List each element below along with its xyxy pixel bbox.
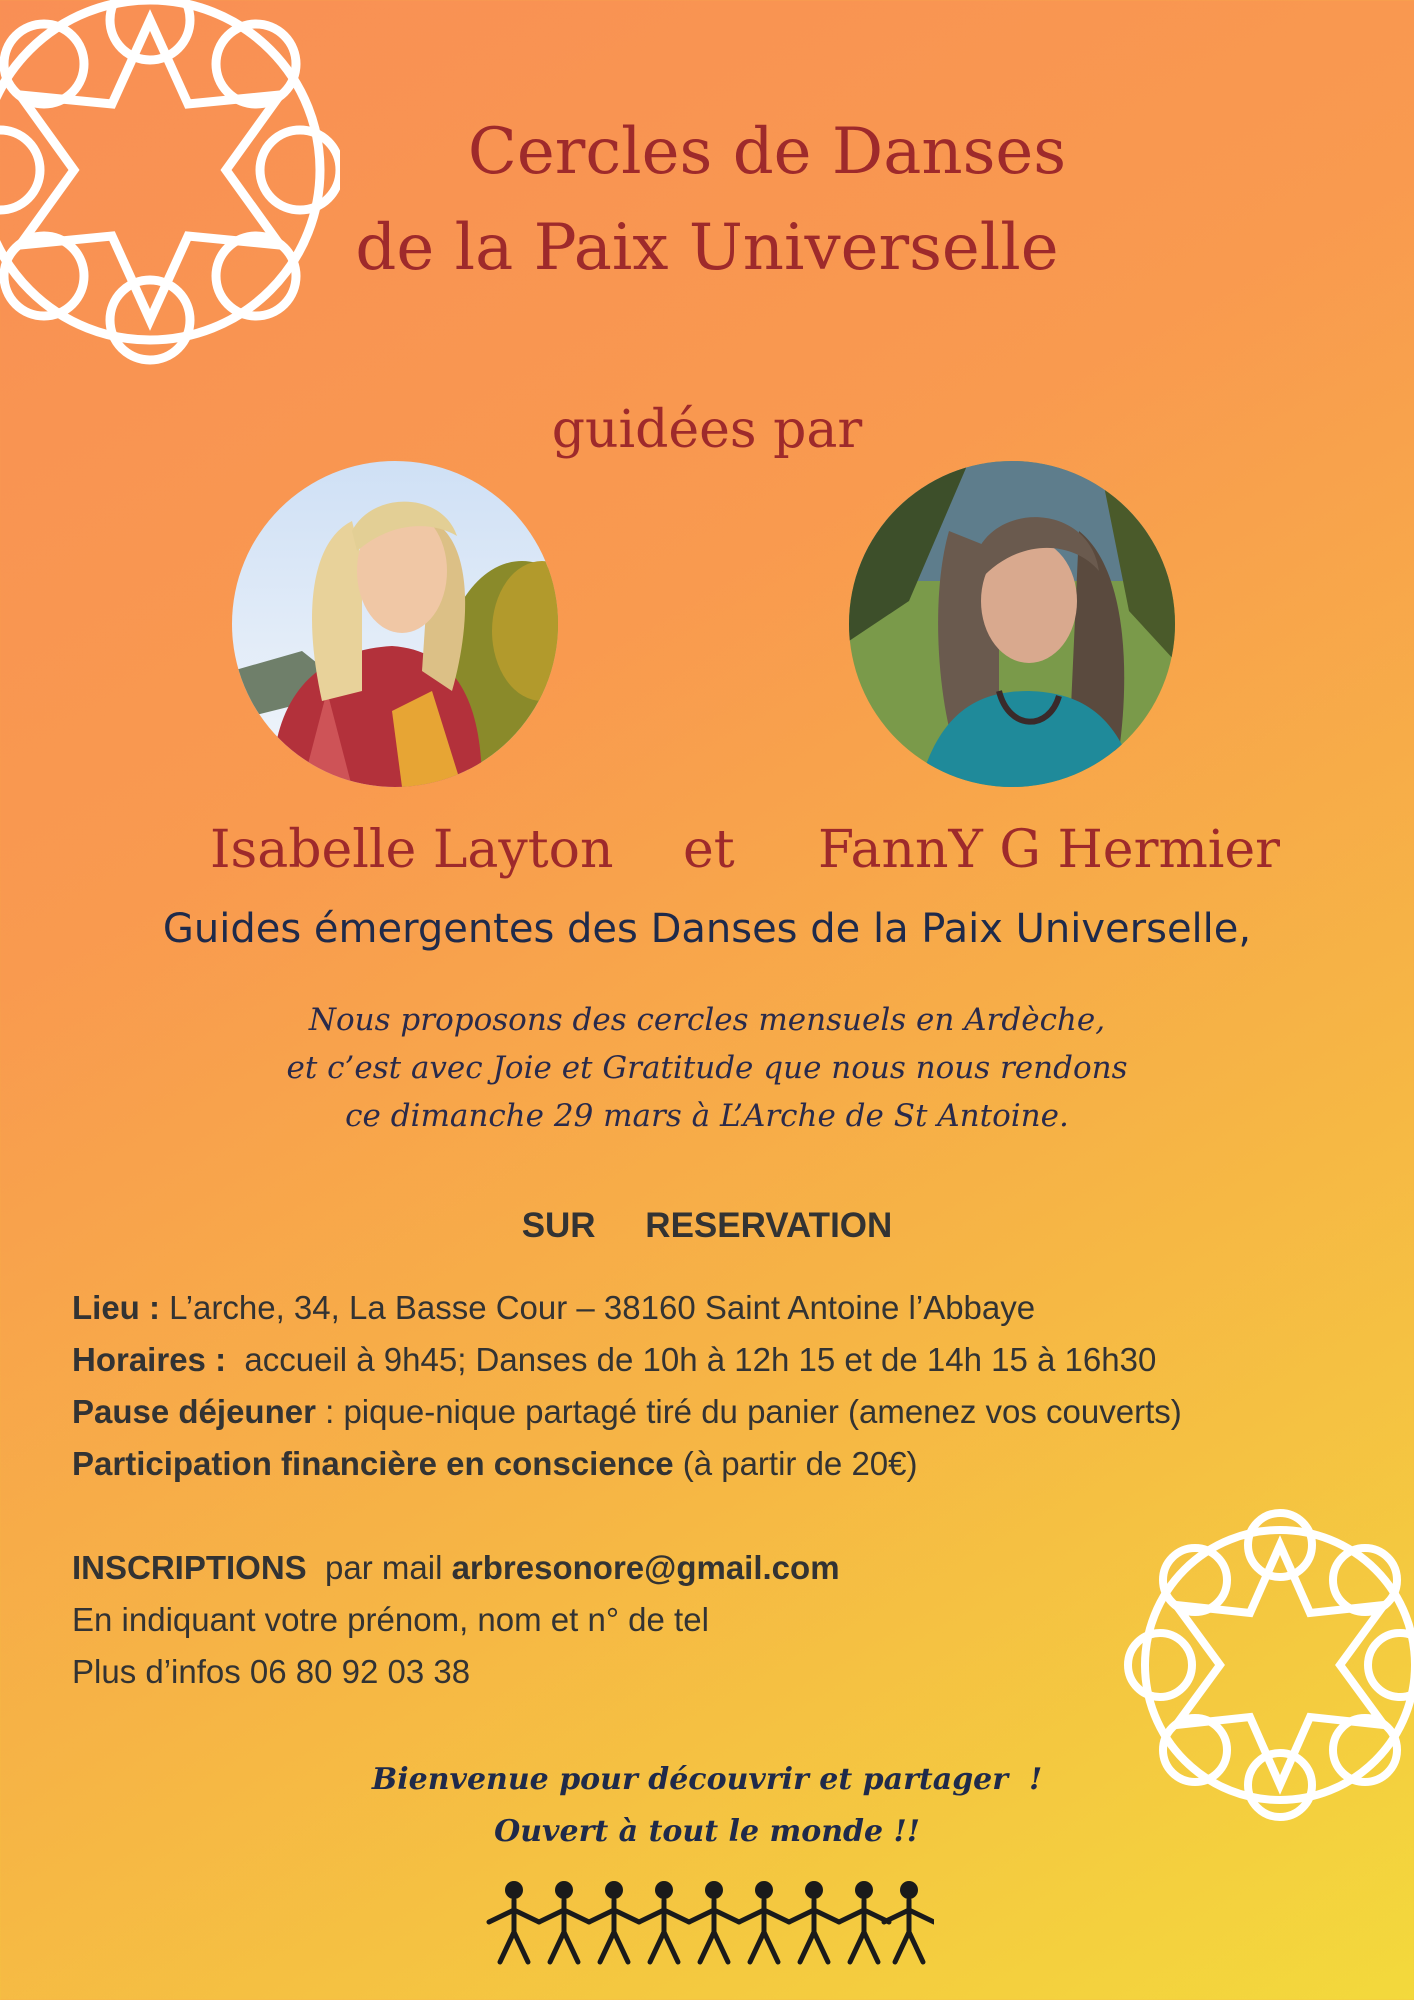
welcome-line-1: Bienvenue pour découvrir et partager ! — [371, 1762, 1043, 1797]
intro-paragraph — [0, 996, 1414, 1140]
guide-name-1: Isabelle Layton — [210, 820, 614, 880]
inscriptions-instructions: En indiquant votre prénom, nom et n° de tel — [72, 1601, 709, 1638]
portrait-fanny — [849, 461, 1175, 787]
pause-value: : pique-nique partagé tiré du panier (amenez vos couverts) — [315, 1393, 1182, 1430]
inscriptions-block — [72, 1542, 840, 1698]
intro-line: et c’est avec Joie et Gratitude que nous nous rendons — [286, 1050, 1128, 1086]
reservation-notice: SUR RESERVATION — [521, 1206, 893, 1245]
by-mail: par mail — [306, 1549, 452, 1586]
phone-info: Plus d’infos 06 80 92 03 38 — [72, 1653, 471, 1690]
info-horaires — [72, 1334, 1182, 1386]
inscriptions-label: INSCRIPTIONS — [72, 1549, 307, 1586]
title-line-1: Cercles de Danses — [467, 115, 1067, 189]
portrait-isabelle — [232, 461, 558, 787]
guides-subtitle: Guides émergentes des Danses de la Paix Universelle, — [162, 906, 1252, 952]
horaires-label: Horaires : — [72, 1341, 227, 1378]
guide-name-2: FannY G Hermier — [818, 820, 1281, 880]
intro-line: Nous proposons des cercles mensuels en Ardèche, — [308, 1002, 1106, 1038]
conjunction: et — [683, 820, 735, 880]
pause-label: Pause déjeuner — [72, 1393, 316, 1430]
participation-label: Participation financière en conscience — [72, 1445, 674, 1482]
email-link[interactable]: arbresonore@gmail.com — [451, 1549, 840, 1586]
info-participation — [72, 1438, 1182, 1490]
inscriptions-line — [72, 1542, 840, 1594]
lieu-value: L’arche, 34, La Basse Cour – 38160 Saint Antoine l’Abbaye — [160, 1289, 1036, 1326]
event-info — [72, 1282, 1182, 1490]
lieu-label: Lieu : — [72, 1289, 160, 1326]
dancers-icon — [484, 1872, 934, 1972]
welcome-message — [0, 1754, 1414, 1858]
participation-value: (à partir de 20€) — [673, 1445, 918, 1482]
welcome-line-2: Ouvert à tout le monde !! — [494, 1814, 920, 1849]
title-line-2: de la Paix Universelle — [355, 211, 1059, 285]
info-lieu — [72, 1282, 1182, 1334]
intro-line: ce dimanche 29 mars à L’Arche de St Antoine. — [345, 1098, 1069, 1134]
horaires-value: accueil à 9h45; Danses de 10h à 12h 15 et de 14h 15 à 16h30 — [226, 1341, 1157, 1378]
guided-by-label: guidées par — [551, 400, 863, 460]
info-pause — [72, 1386, 1182, 1438]
